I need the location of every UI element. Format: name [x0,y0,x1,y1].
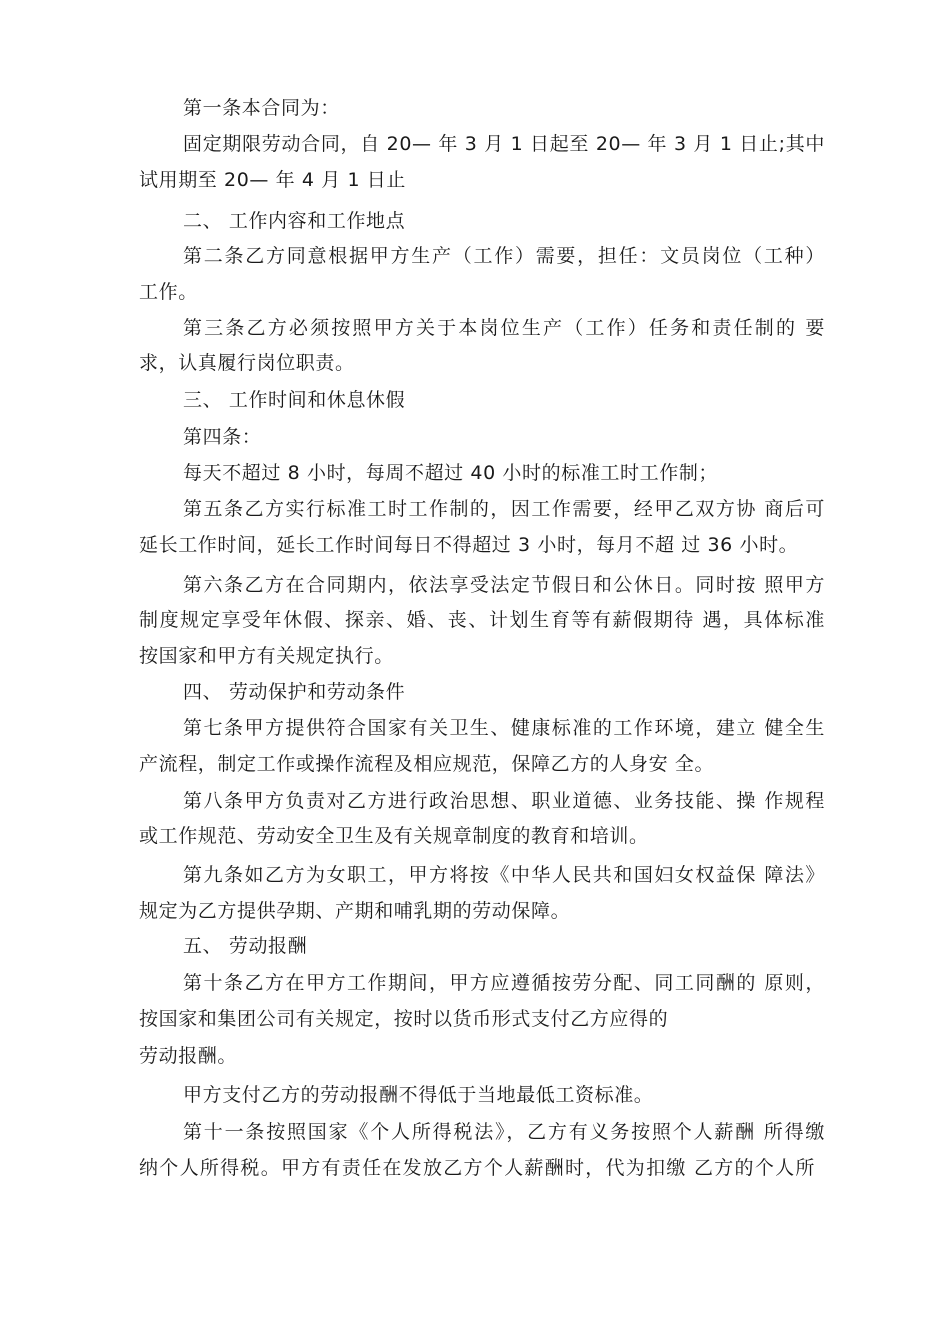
text-line: 每天不超过 8 小时，每周不超过 40 小时的标准工时工作制； [183,462,719,484]
section-heading: 四、 劳动保护和劳动条件 [183,681,406,703]
text-line: 按国家和集团公司有关规定，按时以货币形式支付乙方应得的 [139,1008,669,1030]
text-line: 第九条如乙方为女职工，甲方将按《中华人民共和国妇女权益保 障法》 [183,864,825,886]
text-line: 固定期限劳动合同，自 20— 年 3 月 1 日起至 20— 年 3 月 1 日止;其中 [183,133,825,155]
text-line: 第五条乙方实行标准工时工作制的，因工作需要，经甲乙双方协 商后可 [183,498,825,520]
text-line: 试用期至 20— 年 4 月 1 日止 [139,169,406,191]
text-line: 第八条甲方负责对乙方进行政治思想、职业道德、业务技能、操 作规程 [183,790,825,812]
section-heading: 二、 工作内容和工作地点 [183,210,406,232]
text-line: 第十条乙方在甲方工作期间，甲方应遵循按劳分配、同工同酬的 原则， [183,972,825,994]
text-line: 或工作规范、劳动安全卫生及有关规章制度的教育和培训。 [139,825,649,847]
section-heading: 三、 工作时间和休息休假 [183,389,406,411]
text-line: 第三条乙方必须按照甲方关于本岗位生产（工作）任务和责任制的 要 [183,317,825,339]
section-heading: 五、 劳动报酬 [183,935,308,957]
text-line: 第一条本合同为： [183,97,340,119]
text-line: 规定为乙方提供孕期、产期和哺乳期的劳动保障。 [139,900,571,922]
text-line: 工作。 [139,281,198,303]
text-line: 第六条乙方在合同期内，依法享受法定节假日和公休日。同时按 照甲方 [183,574,825,596]
text-line: 第四条： [183,426,262,448]
text-line: 制度规定享受年休假、探亲、婚、丧、计划生育等有薪假期待 遇，具体标准 [139,609,825,631]
text-line: 按国家和甲方有关规定执行。 [139,645,394,667]
text-line: 延长工作时间，延长工作时间每日不得超过 3 小时，每月不超 过 36 小时。 [139,534,799,556]
text-line: 纳个人所得税。甲方有责任在发放乙方个人薪酬时，代为扣缴 乙方的个人所 [139,1157,815,1179]
text-line: 第七条甲方提供符合国家有关卫生、健康标准的工作环境，建立 健全生 [183,717,825,739]
text-line: 劳动报酬。 [139,1045,238,1067]
text-line: 第二条乙方同意根据甲方生产（工作）需要，担任：文员岗位（工种） [183,245,825,267]
text-line: 第十一条按照国家《个人所得税法》，乙方有义务按照个人薪酬 所得缴 [183,1121,825,1143]
text-line: 产流程，制定工作或操作流程及相应规范，保障乙方的人身安 全。 [139,753,715,775]
text-line: 甲方支付乙方的劳动报酬不得低于当地最低工资标准。 [183,1084,654,1106]
text-line: 求，认真履行岗位职责。 [139,352,355,374]
